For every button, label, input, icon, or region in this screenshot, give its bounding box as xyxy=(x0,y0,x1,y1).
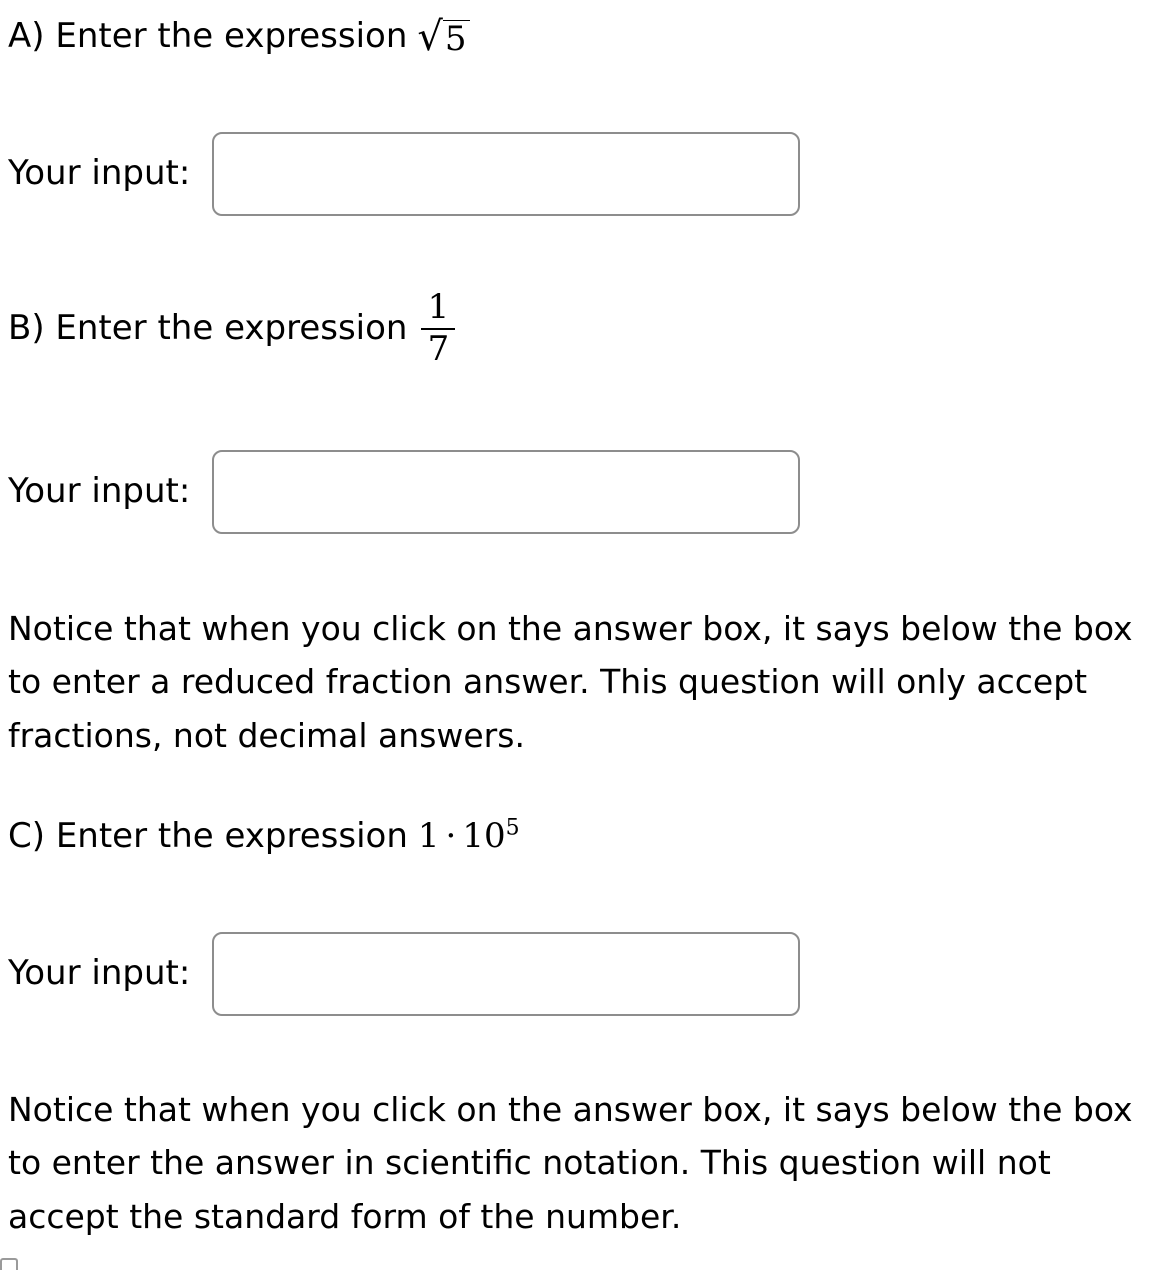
exponent-value: 5 xyxy=(505,815,520,841)
multiplication-dot-icon: · xyxy=(445,816,457,856)
question-b-note: Notice that when you click on the answer box, it says below the box to enter a reduced fraction answer. This question will only accept fractions, not decimal answers. xyxy=(8,609,1133,755)
question-b-prompt xyxy=(8,287,455,369)
question-b-input-row xyxy=(8,450,800,534)
question-a-answer-input[interactable] xyxy=(212,132,800,216)
fraction-denominator: 7 xyxy=(427,328,450,369)
question-b-prompt-text: B) Enter the expression xyxy=(8,308,408,349)
question-c-note: Notice that when you click on the answer box, it says below the box to enter the answer in scientific notation. This question will not accept the standard form of the number. xyxy=(8,1090,1133,1236)
mantissa-value: 1 xyxy=(417,816,440,856)
square-root-expression xyxy=(417,14,469,60)
base-value: 10 xyxy=(462,816,506,856)
question-a-input-row xyxy=(8,132,800,216)
partial-answer-box-below xyxy=(0,1258,18,1270)
question-b-answer-input[interactable] xyxy=(212,450,800,534)
question-c-input-label: Your input: xyxy=(8,953,191,994)
scientific-notation-expression xyxy=(417,815,520,856)
question-b-input-label: Your input: xyxy=(8,471,191,512)
question-c-answer-input[interactable] xyxy=(212,932,800,1016)
fraction-expression xyxy=(421,287,455,369)
radical-symbol: √ xyxy=(417,14,443,60)
question-c-prompt xyxy=(8,815,520,856)
question-a-prompt xyxy=(8,14,470,60)
fraction-numerator: 1 xyxy=(427,287,450,327)
question-a-input-label: Your input: xyxy=(8,153,191,194)
question-a-prompt-text: A) Enter the expression xyxy=(8,16,408,57)
question-c-input-row xyxy=(8,932,800,1016)
radicand-value: 5 xyxy=(443,20,470,58)
question-c-prompt-text: C) Enter the expression xyxy=(8,816,408,856)
